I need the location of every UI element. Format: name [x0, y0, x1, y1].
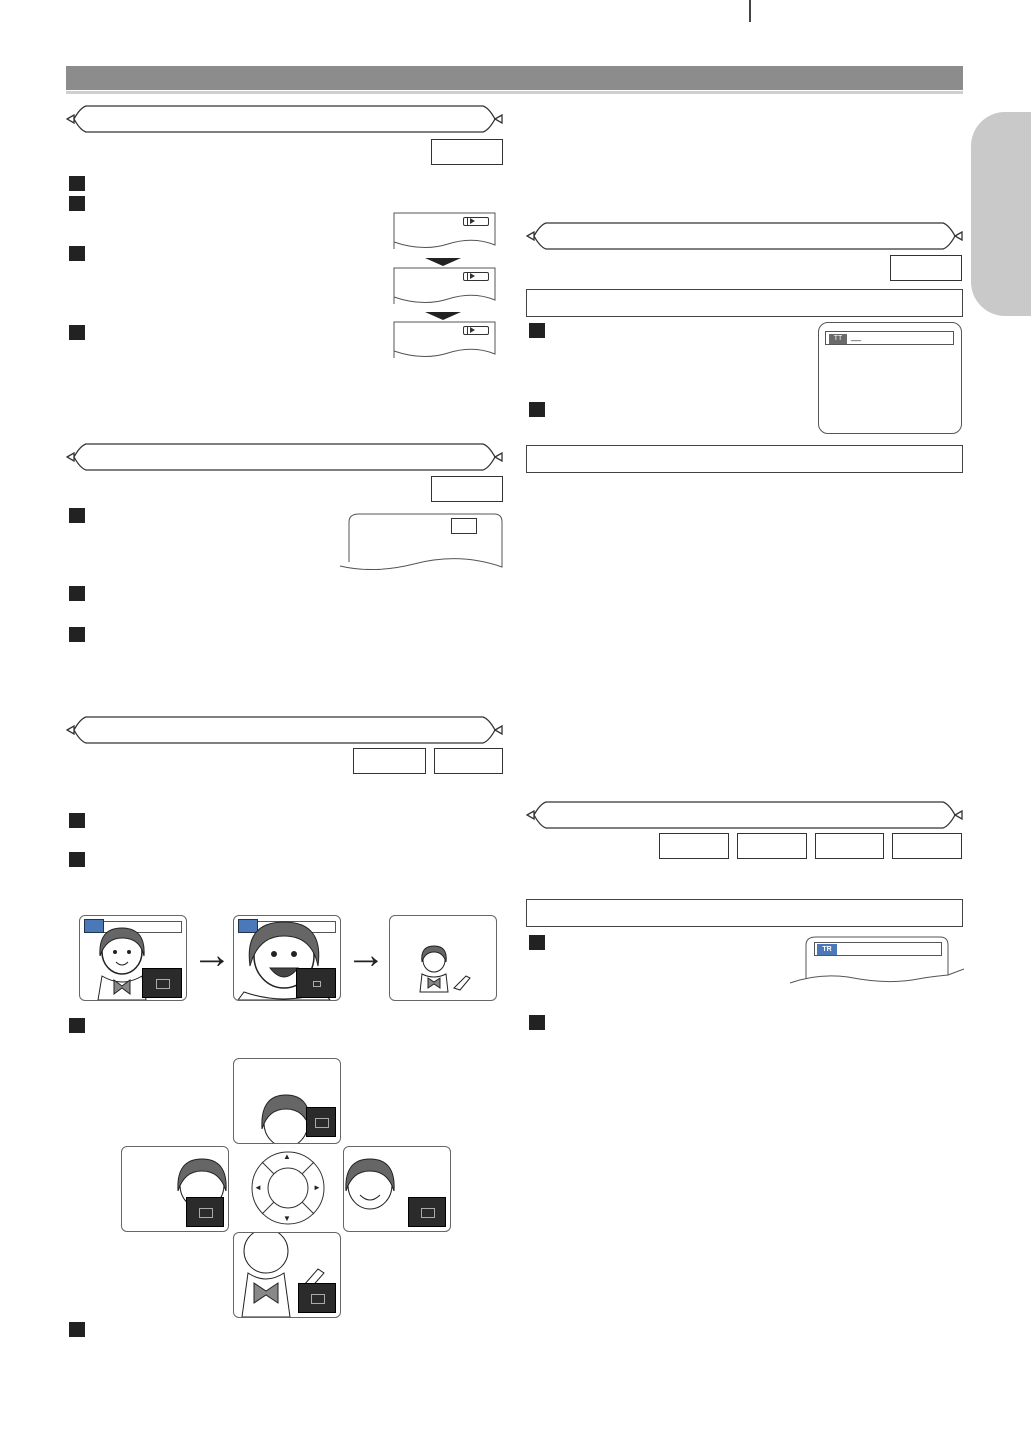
zoom-navigation-box: [408, 1197, 446, 1227]
step-number-4: [69, 1322, 85, 1337]
zoom-navigation-box: [298, 1283, 336, 1313]
subsection-bar-1: [526, 289, 963, 317]
step-number-1: [529, 323, 545, 338]
page-header-bar: [66, 66, 963, 90]
slow-screen-1: [393, 212, 496, 250]
disc-type-label-5b: [737, 833, 807, 859]
step-number-3: [69, 246, 85, 261]
title-search-osd: [818, 322, 962, 434]
disc-type-label-3a: [353, 748, 426, 774]
subsection-bar-2: [526, 445, 963, 473]
header-underline: [66, 91, 963, 94]
cursor-right-icon: ►: [313, 1183, 321, 1192]
girl-illustration-small: [390, 916, 496, 1000]
slow-screen-3: [393, 321, 496, 359]
step-screen: [339, 512, 503, 570]
track-chip: TR: [817, 944, 837, 955]
subsection-bar-3: [526, 899, 963, 927]
down-triangle-icon: [425, 258, 461, 266]
disc-type-label-1: [431, 139, 503, 165]
step-number-1: [69, 176, 85, 191]
section-ribbon-2: [66, 442, 503, 472]
down-triangle-icon: [425, 312, 461, 320]
cursor-down-icon: ▼: [283, 1214, 291, 1223]
pan-up-picture: [233, 1058, 341, 1144]
zoom-navigation-box: [296, 968, 336, 998]
crop-mark: [749, 0, 751, 22]
disc-type-label-4: [890, 255, 962, 281]
step-number-2: [69, 852, 85, 867]
pan-right-picture: [343, 1146, 451, 1232]
section-side-tab: [971, 112, 1031, 316]
disc-type-label-2: [431, 476, 503, 502]
zoom-navigation-box: [186, 1197, 224, 1227]
disc-type-label-5d: [892, 833, 962, 859]
step-number-2: [529, 1015, 545, 1030]
step-number-2: [69, 196, 85, 211]
disc-type-label-3b: [434, 748, 503, 774]
step-number-2: [69, 586, 85, 601]
disc-type-label-5a: [659, 833, 729, 859]
section-ribbon-4: [526, 221, 963, 251]
zoom-picture-3: [389, 915, 497, 1001]
play-indicator-icon: [463, 326, 489, 335]
slow-screen-2: [393, 267, 496, 305]
pan-left-picture: [121, 1146, 229, 1232]
play-indicator-icon: [463, 217, 489, 226]
zoom-navigation-box: [306, 1107, 336, 1137]
step-number-3: [69, 627, 85, 642]
disc-type-label-5c: [815, 833, 884, 859]
pan-down-picture: [233, 1232, 341, 1318]
play-indicator-icon: [463, 272, 489, 281]
zoom-picture-2: [233, 915, 341, 1001]
step-indicator-box: [451, 518, 477, 534]
step-number-1: [69, 813, 85, 828]
right-arrow-icon: →: [346, 933, 386, 977]
zoom-picture-1: [79, 915, 187, 1001]
zoom-navigation-box: [142, 968, 182, 998]
right-arrow-icon: →: [192, 933, 232, 977]
section-ribbon-5: [526, 800, 963, 830]
step-number-1: [529, 935, 545, 950]
section-ribbon-1: [66, 104, 503, 134]
step-number-1: [69, 508, 85, 523]
title-input-value: __: [851, 331, 862, 341]
track-search-osd: [788, 935, 964, 985]
cursor-pad: [250, 1150, 326, 1226]
step-number-4: [69, 325, 85, 340]
title-chip: TT: [829, 334, 847, 344]
cursor-up-icon: ▲: [283, 1152, 291, 1161]
cursor-left-icon: ◄: [254, 1183, 262, 1192]
section-ribbon-3: [66, 715, 503, 745]
step-number-3: [69, 1018, 85, 1033]
step-number-2: [529, 402, 545, 417]
